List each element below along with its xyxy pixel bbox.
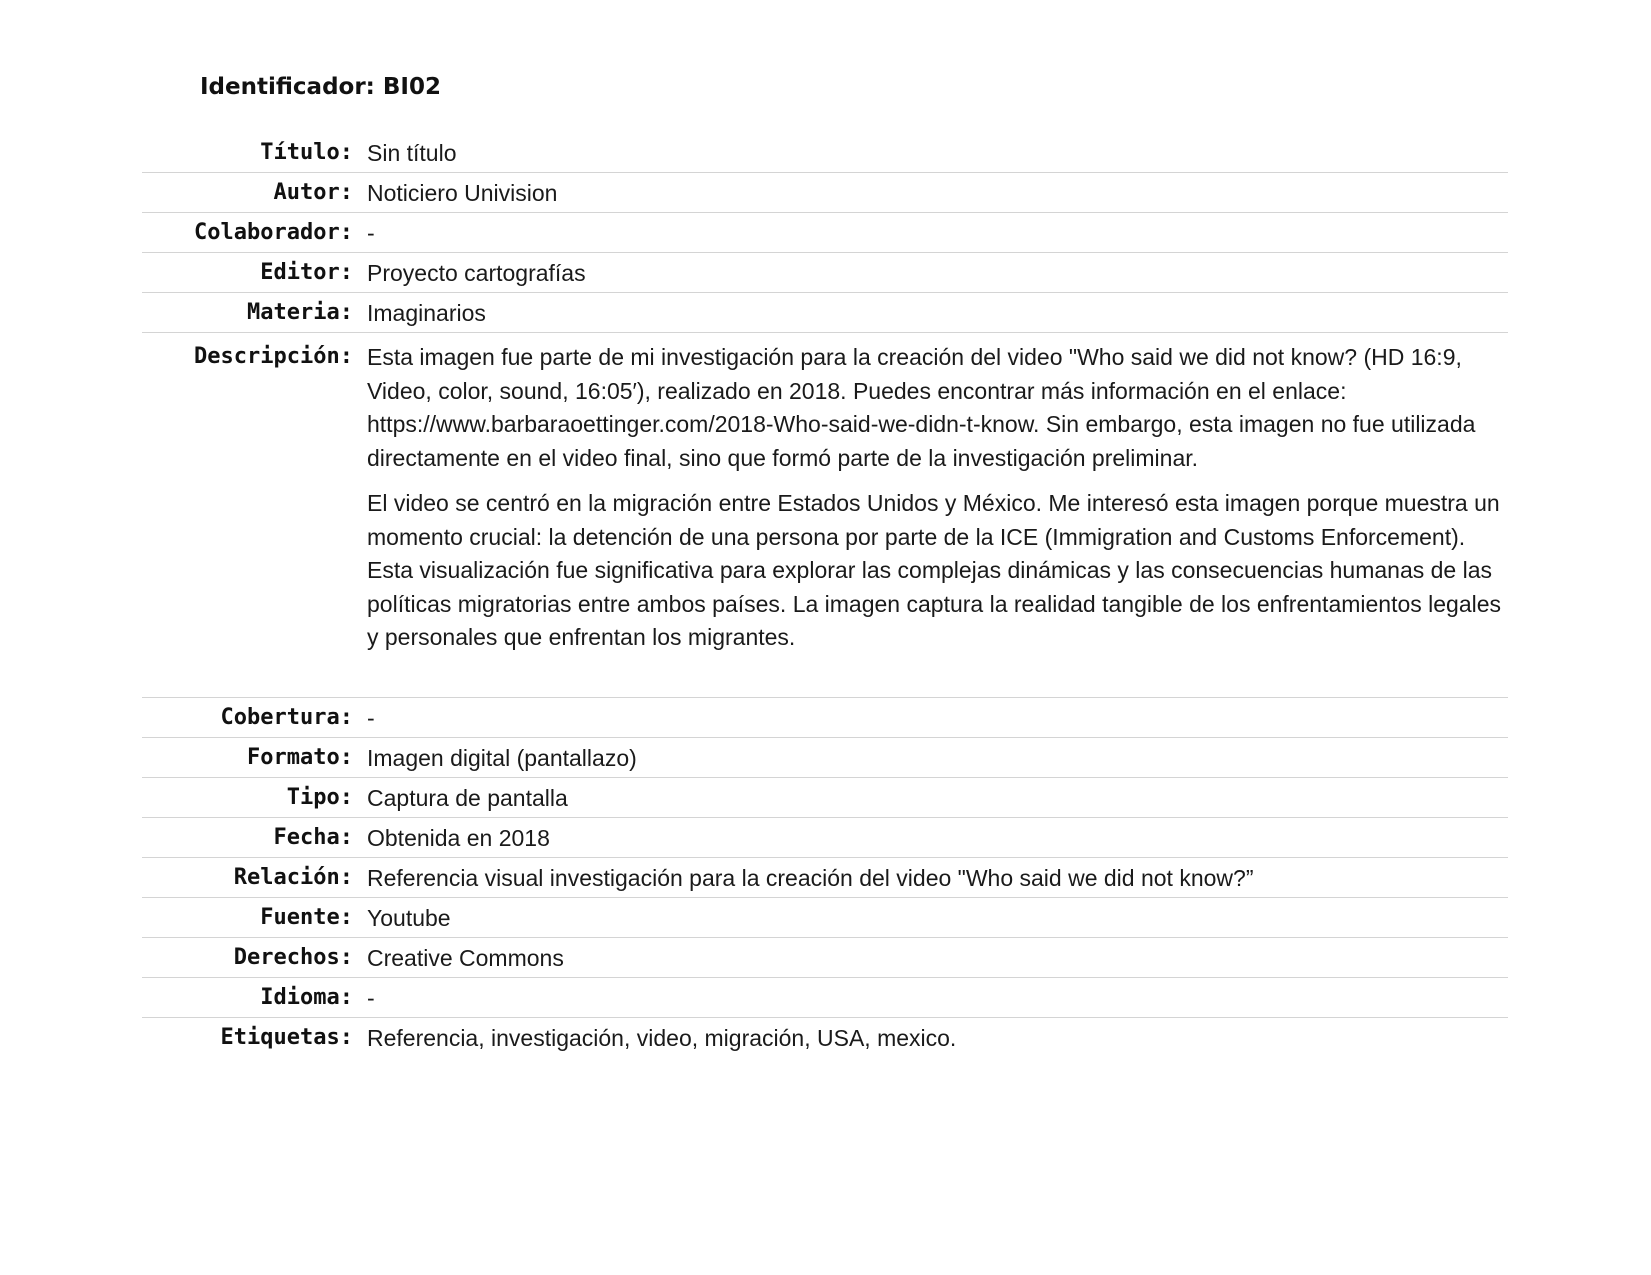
- row-fecha: [142, 818, 1508, 858]
- value-derechos: Creative Commons: [367, 945, 564, 971]
- row-colaborador: [142, 213, 1508, 253]
- value-materia: Imaginarios: [367, 300, 486, 326]
- value-etiquetas: Referencia, investigación, video, migración, USA, mexico.: [367, 1025, 957, 1051]
- label-editor: Editor:: [260, 260, 353, 285]
- label-relacion: Relación:: [233, 865, 353, 890]
- value-colaborador: -: [367, 220, 375, 246]
- value-cobertura: -: [367, 705, 375, 731]
- label-idioma: Idioma:: [260, 985, 353, 1010]
- row-tipo: [142, 778, 1508, 818]
- value-descripcion: [367, 341, 1508, 655]
- record-identifier: Identificador: BI02: [200, 74, 441, 100]
- row-cobertura: [142, 698, 1508, 738]
- value-idioma: -: [367, 985, 375, 1011]
- value-formato: Imagen digital (pantallazo): [367, 745, 637, 771]
- label-cobertura: Cobertura:: [220, 705, 353, 730]
- value-relacion: Referencia visual investigación para la creación del video "Who said we did not know?”: [367, 865, 1254, 891]
- row-derechos: [142, 938, 1508, 978]
- row-etiquetas: [142, 1018, 1508, 1058]
- value-fecha: Obtenida en 2018: [367, 825, 550, 851]
- row-editor: [142, 253, 1508, 293]
- label-materia: Materia:: [247, 300, 353, 325]
- descripcion-paragraph-1: Esta imagen fue parte de mi investigación para la creación del video "Who said we did not know? (HD 16:9, Video, color, sound, 16:05′), realizado en 2018. Puedes encontrar más información en el enlace: https://www.barbaraoettinger.com/2018-Who-said-we-didn-t-know. Sin embargo, esta imagen no fue utilizada directamente en el video final, sino que formó parte de la investigación preliminar.: [367, 344, 1476, 471]
- value-titulo: Sin título: [367, 140, 457, 166]
- row-formato: [142, 738, 1508, 778]
- label-titulo: Título:: [260, 140, 353, 165]
- label-descripcion: Descripción:: [194, 344, 353, 369]
- row-descripcion: [142, 333, 1508, 698]
- value-tipo: Captura de pantalla: [367, 785, 568, 811]
- label-tipo: Tipo:: [286, 785, 353, 810]
- row-autor: [142, 173, 1508, 213]
- descripcion-paragraph-2: El video se centró en la migración entre Estados Unidos y México. Me interesó esta imagen porque muestra un momento crucial: la detención de una persona por parte de la ICE (Immigration and Customs Enforcement). Esta visualización fue significativa para explorar las complejas dinámicas y las consecuencias humanas de las políticas migratorias entre ambos países. La imagen captura la realidad tangible de los enfrentamientos legales y personales que enfrentan los migrantes.: [367, 490, 1502, 650]
- label-fuente: Fuente:: [260, 905, 353, 930]
- label-formato: Formato:: [247, 745, 353, 770]
- label-colaborador: Colaborador:: [194, 220, 353, 245]
- row-materia: [142, 293, 1508, 333]
- label-fecha: Fecha:: [273, 825, 353, 850]
- value-fuente: Youtube: [367, 905, 451, 931]
- row-relacion: [142, 858, 1508, 898]
- row-idioma: [142, 978, 1508, 1018]
- label-etiquetas: Etiquetas:: [220, 1025, 353, 1050]
- row-titulo: [142, 133, 1508, 173]
- row-fuente: [142, 898, 1508, 938]
- label-derechos: Derechos:: [233, 945, 353, 970]
- value-editor: Proyecto cartografías: [367, 260, 586, 286]
- label-autor: Autor:: [273, 180, 353, 205]
- metadata-table: [142, 133, 1508, 1058]
- value-autor: Noticiero Univision: [367, 180, 558, 206]
